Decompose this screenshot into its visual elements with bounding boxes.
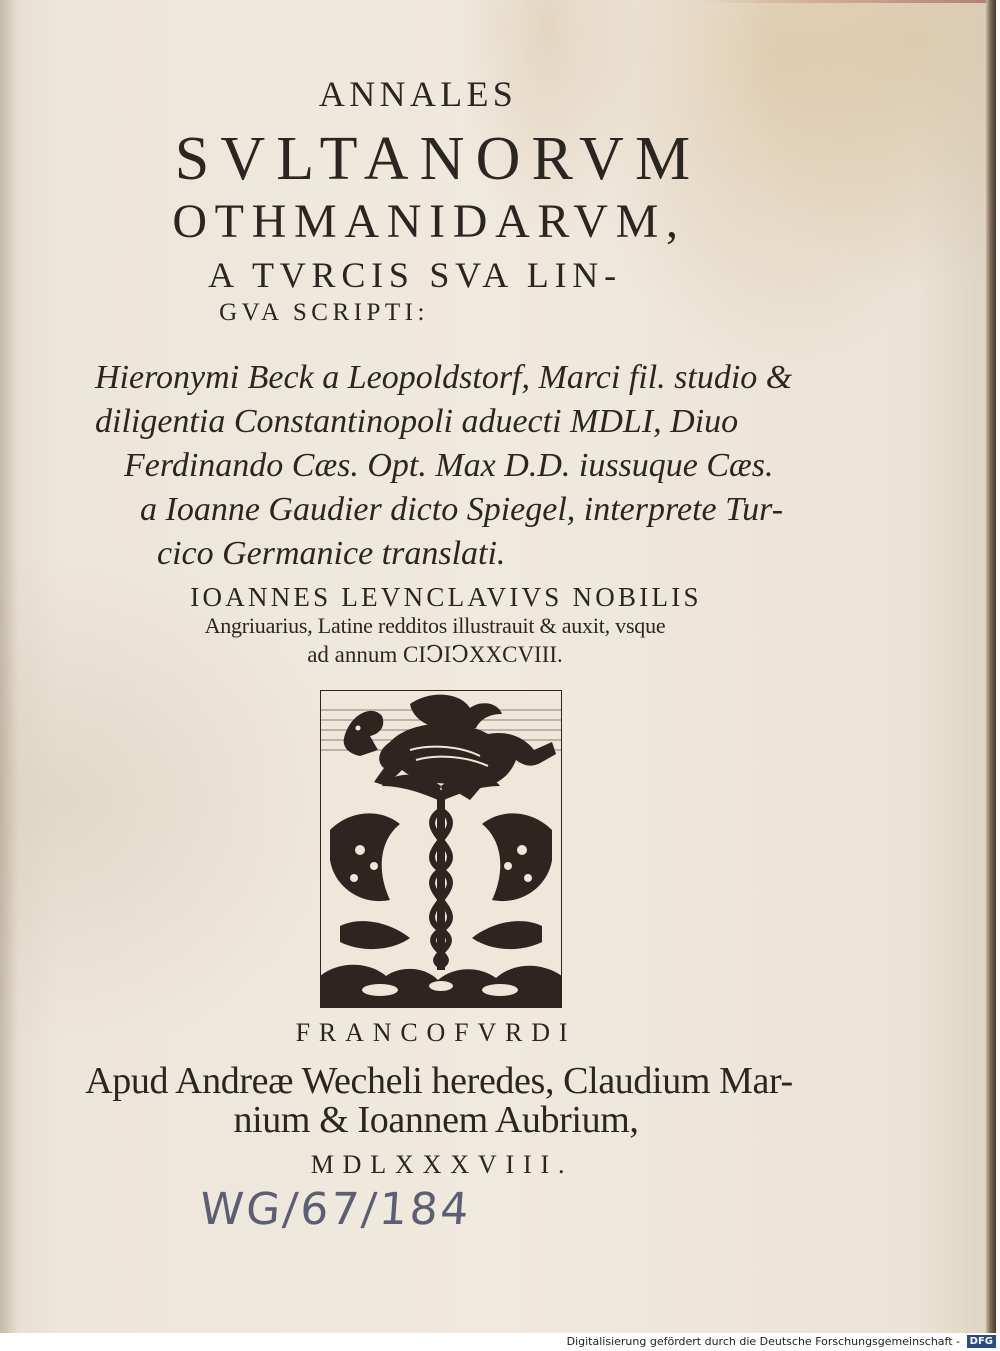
subtitle-italic-line-3: Ferdinando Cæs. Opt. Max D.D. iussuque Cæs. [124,447,774,484]
editor-name: IOANNES LEVNCLAVIVS NOBILIS [190,582,702,612]
editor-year-line: ad annum CIↃIↃXXCVIII. [307,642,563,667]
title-line-gua-scripti: GVA SCRIPTI: [219,299,429,326]
imprint-publisher-line-1: Apud Andreæ Wecheli heredes, Claudium Mar- [85,1060,793,1102]
subtitle-italic-line-5: cico Germanice translati. [157,535,506,572]
page-right-edge [986,0,996,1333]
digitization-footer [0,1333,1000,1351]
dfg-logo-icon: DFG [967,1335,996,1348]
subtitle-italic-line-2: diligentia Constantinopoli aduecti MDLI, Diuo [95,403,739,440]
title-line-sultanorum: SVLTANORVM [174,125,702,193]
imprint-city: FRANCOFVRDI [295,1018,577,1047]
imprint-publisher-line-2: nium & Ioannem Aubrium, [233,1099,639,1141]
title-line-annales: ANNALES [318,74,518,114]
printers-device-woodcut [320,690,562,1008]
handwritten-shelfmark: WG/67/184 [198,1184,473,1235]
subtitle-italic-line-1: Hieronymi Beck a Leopoldstorf, Marci fil. studio & [95,359,793,396]
title-line-othmanidarum: OTHMANIDARVM, [172,195,686,248]
imprint-year: MDLXXXVIII. [310,1150,574,1179]
page-top-edge [700,0,996,3]
footer-credit-text: Digitalisierung gefördert durch die Deutsche Forschungsgemeinschaft - [566,1335,960,1348]
editor-description: Angriuarius, Latine redditos illustrauit & auxit, vsque [204,613,666,638]
caduceus-staff [437,790,445,970]
title-line-a-turcis: A TVRCIS SVA LIN- [208,255,622,295]
subtitle-italic-line-4: a Ioanne Gaudier dicto Spiegel, interprete Tur- [140,491,784,528]
